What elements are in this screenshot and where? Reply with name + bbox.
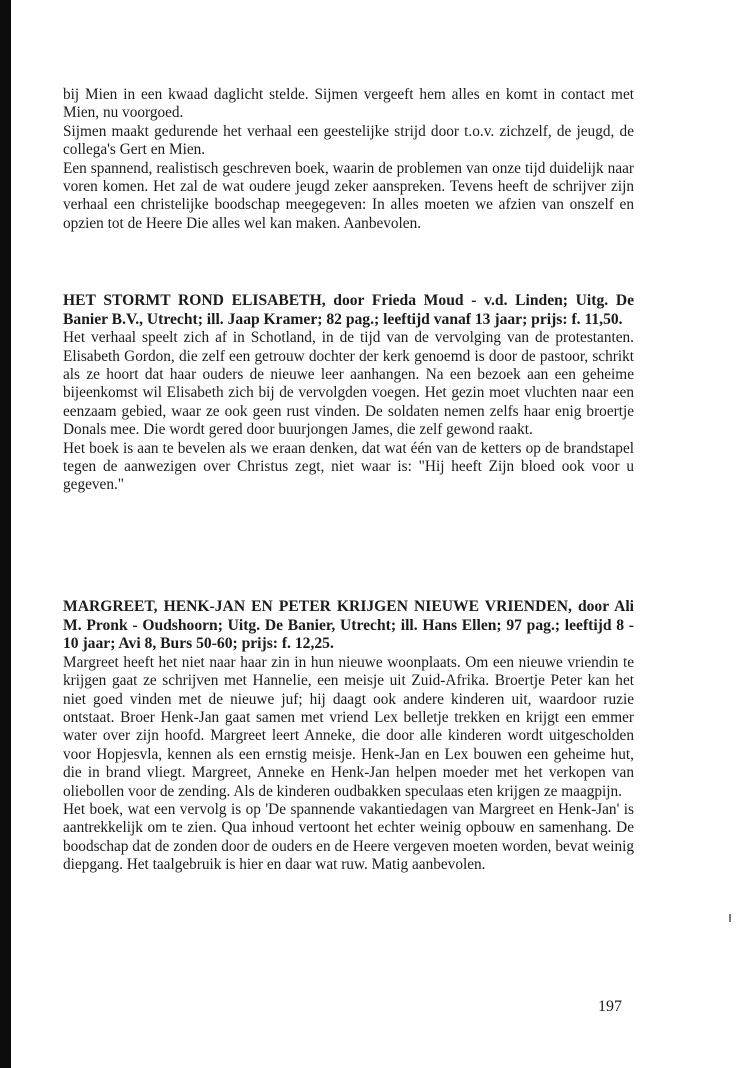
continuation-section [63, 86, 634, 233]
review-margreet [63, 598, 634, 875]
continuation-paragraph: Een spannend, realistisch geschreven boek, waarin de problemen van onze tijd duidelijk naar voren komen. Het zal de wat oudere jeugd zeker aanspreken. Tevens heeft de schrijver zijn verhaal een christelijke boodschap meegegeven: In alles moeten we afzien van onszelf en opzien tot de Heere Die alles wel kan maken. Aanbevolen. [63, 159, 634, 232]
continuation-paragraph: Sijmen maakt gedurende het verhaal een geestelijke strijd door t.o.v. zichzelf, de jeugd, de collega's Gert en Mien. [63, 122, 634, 159]
margin-mark [729, 914, 731, 922]
review-paragraph: Margreet heeft het niet naar haar zin in hun nieuwe woonplaats. Om een nieuwe vriendin te krijgen gaat ze schrijven met Hannelie, een meisje uit Zuid-Afrika. Broertje Peter kan het niet goed vinden met de nieuwe juf; hij daagt ook andere kinderen uit, waardoor ruzie ontstaat. Broer Henk-Jan gaat samen met vriend Lex belletje trekken en krijgt een emmer water over zijn hoofd. Margreet leert Anneke, die door alle kinderen wordt uitgescholden voor Hopjesvla, kennen als een ernstig meisje. Henk-Jan en Lex bouwen een geheime hut, die in brand vliegt. Margreet, Anneke en Henk-Jan helpen moeder met het verkopen van oliebollen voor de zending. Als de kinderen oudbakken speculaas eten krijgen ze maagpijn. [63, 653, 634, 800]
review-heading: MARGREET, HENK-JAN EN PETER KRIJGEN NIEUWE VRIENDEN, door Ali M. Pronk - Oudshoorn; Uitg. De Banier, Utrecht; ill. Hans Ellen; 97 pag.; leeftijd 8 - 10 jaar; Avi 8, Burs 50-60; prijs: f. 12,25. [63, 598, 634, 653]
review-paragraph: Het boek is aan te bevelen als we eraan denken, dat wat één van de ketters op de brandstapel tegen de aanwezigen over Christus zegt, niet waar is: "Hij heeft Zijn bloed ook voor u gegeven." [63, 439, 634, 494]
review-paragraph: Het boek, wat een vervolg is op 'De spannende vakantiedagen van Margreet en Henk-Jan' is aantrekkelijk om te zien. Qua inhoud vertoont het echter weinig opbouw en samenhang. De boodschap dat de zonden door de ouders en de Heere vergeven moeten worden, bevat weinig diepgang. Het taalgebruik is hier en daar wat ruw. Matig aanbevolen. [63, 801, 634, 874]
review-elisabeth [63, 292, 634, 495]
page-number: 197 [598, 998, 622, 1015]
binding-edge [0, 0, 11, 1068]
review-paragraph: Het verhaal speelt zich af in Schotland, in de tijd van de vervolging van de protestanten. Elisabeth Gordon, die zelf een getrouw dochter der kerk genoemd is door de pastoor, schrikt als ze hoort dat haar ouders de nieuwe leer aanhangen. Na een bezoek aan een geheime bijeenkomst wil Elisabeth zich bij de vervolgden voegen. Het gezin moet vluchten naar een eenzaam gebied, waar ze ook geen rust vinden. De soldaten nemen zelfs haar enig broertje Donals mee. Die wordt gered door buurjongen James, die zelf gewond raakt. [63, 329, 634, 439]
review-heading: HET STORMT ROND ELISABETH, door Frieda Moud - v.d. Linden; Uitg. De Banier B.V., Utrecht; ill. Jaap Kramer; 82 pag.; leeftijd vanaf 13 jaar; prijs: f. 11,50. [63, 292, 634, 328]
continuation-paragraph: bij Mien in een kwaad daglicht stelde. Sijmen vergeeft hem alles en komt in contact met Mien, nu voorgoed. [63, 86, 634, 122]
